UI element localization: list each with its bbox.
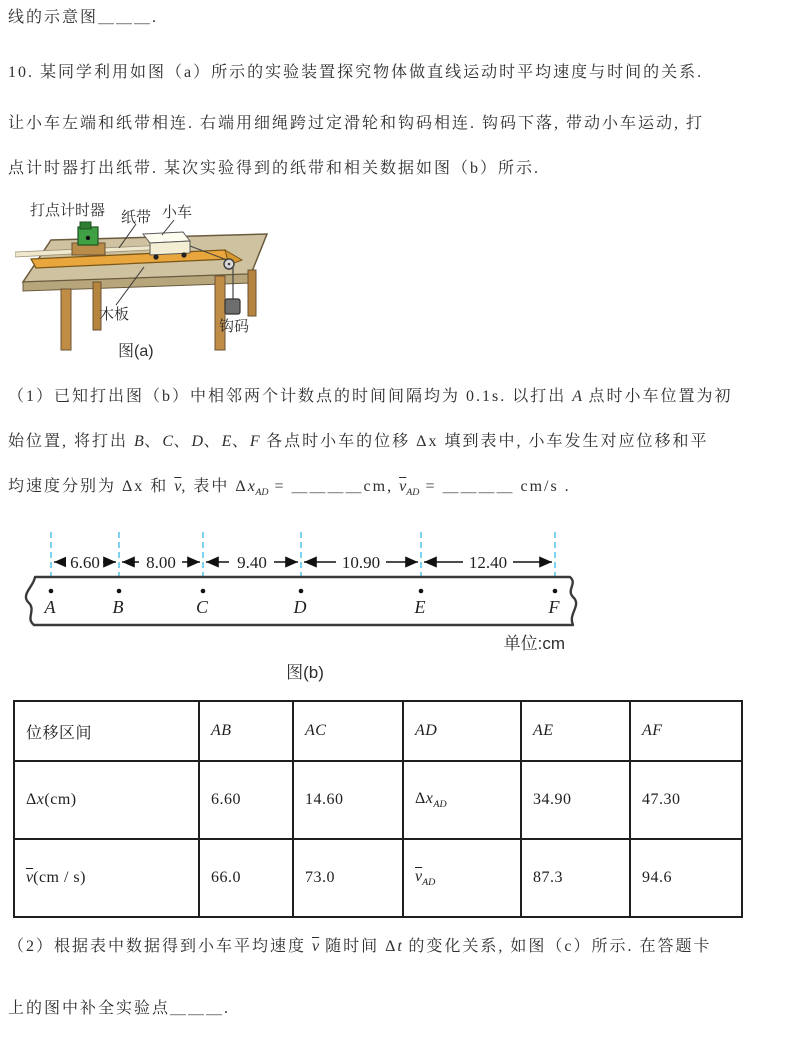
- measurement-value: 12.40: [468, 553, 508, 572]
- paragraph-top-line: 线的示意图＿＿＿.: [8, 9, 159, 26]
- label-dot-timer: 打点计时器: [30, 202, 106, 219]
- label-paper-tape: 纸带: [121, 209, 152, 226]
- table-cell: 66.0: [199, 839, 293, 917]
- table-cell: 87.3: [521, 839, 630, 917]
- table-header-label: 位移区间: [14, 701, 199, 761]
- table-header-cell: AB: [199, 701, 293, 761]
- label-weight: 钩码: [219, 318, 250, 335]
- table-cell: 73.0: [293, 839, 403, 917]
- point-letter: E: [414, 597, 426, 617]
- results-table-body: [14, 701, 742, 917]
- figure-b-tape: [20, 528, 595, 688]
- table-cell: 34.90: [521, 761, 630, 839]
- figure-b-caption: 图(b): [286, 663, 324, 682]
- unit-label: 单位:cm: [503, 634, 565, 653]
- measurement-value: 9.40: [237, 553, 267, 572]
- paragraph-q10-line2: 让小车左端和纸带相连. 右端用细绳跨过定滑轮和钩码相连. 钩码下落, 带动小车运动, 打: [8, 115, 705, 132]
- table-cell: $\overline{v}_{AD}$: [403, 839, 521, 917]
- table-row-label: Δx(cm): [14, 761, 199, 839]
- table-cell: 94.6: [630, 839, 742, 917]
- table-cell: $\Delta x_{AD}$: [403, 761, 521, 839]
- table-header-cell: AD: [403, 701, 521, 761]
- table-cell: 47.30: [630, 761, 742, 839]
- paragraph-q10-line3: 点计时器打出纸带. 某次实验得到的纸带和相关数据如图（b）所示.: [8, 160, 541, 177]
- table-header-cell: AC: [293, 701, 403, 761]
- paragraph-part1-line1: （1）已知打出图（b）中相邻两个计数点的时间间隔均为 0.1s. 以打出 A 点时小车位置为初: [8, 388, 733, 405]
- label-cart: 小车: [162, 204, 193, 221]
- point-letter: D: [293, 597, 307, 617]
- table-cell: 6.60: [199, 761, 293, 839]
- point-letter: B: [112, 597, 124, 617]
- figure-a-apparatus: [15, 198, 300, 370]
- label-board: 木板: [99, 306, 130, 323]
- measurement-value: 6.60: [70, 553, 100, 572]
- paragraph-part2-line1: （2）根据表中数据得到小车平均速度 $\overline{v}$ 随时间 Δt 的变化关系, 如图（c）所示. 在答题卡: [8, 938, 712, 955]
- measurement-value: 10.90: [341, 553, 381, 572]
- results-table: [13, 700, 743, 918]
- paragraph-part1-line3: 均速度分别为 Δx 和 $\overline{v}$, 表中 $\Delta x_{AD}$ = ＿＿＿＿cm, $\overline{v}_{AD}$ = ＿＿＿＿ cm/s .: [8, 478, 571, 499]
- table-header-cell: AE: [521, 701, 630, 761]
- measurement-value: 8.00: [146, 553, 176, 572]
- table-header-cell: AF: [630, 701, 742, 761]
- table-row-label: $\overline{v}(cm / s)$: [14, 839, 199, 917]
- paragraph-q10-line1: 10. 某同学利用如图（a）所示的实验装置探究物体做直线运动时平均速度与时间的关系.: [8, 64, 704, 81]
- paragraph-part2-line2: 上的图中补全实验点＿＿＿.: [8, 1000, 231, 1017]
- figure-a-caption: 图(a): [118, 343, 154, 360]
- table-cell: 14.60: [293, 761, 403, 839]
- point-letter: A: [44, 597, 56, 617]
- point-letter: C: [195, 597, 209, 617]
- point-letter: F: [548, 597, 560, 617]
- paragraph-part1-line2: 始位置, 将打出 B、C、D、E、F 各点时小车的位移 Δx 填到表中, 小车发生对应位移和平: [8, 433, 709, 450]
- results-table-wrap: [13, 700, 743, 918]
